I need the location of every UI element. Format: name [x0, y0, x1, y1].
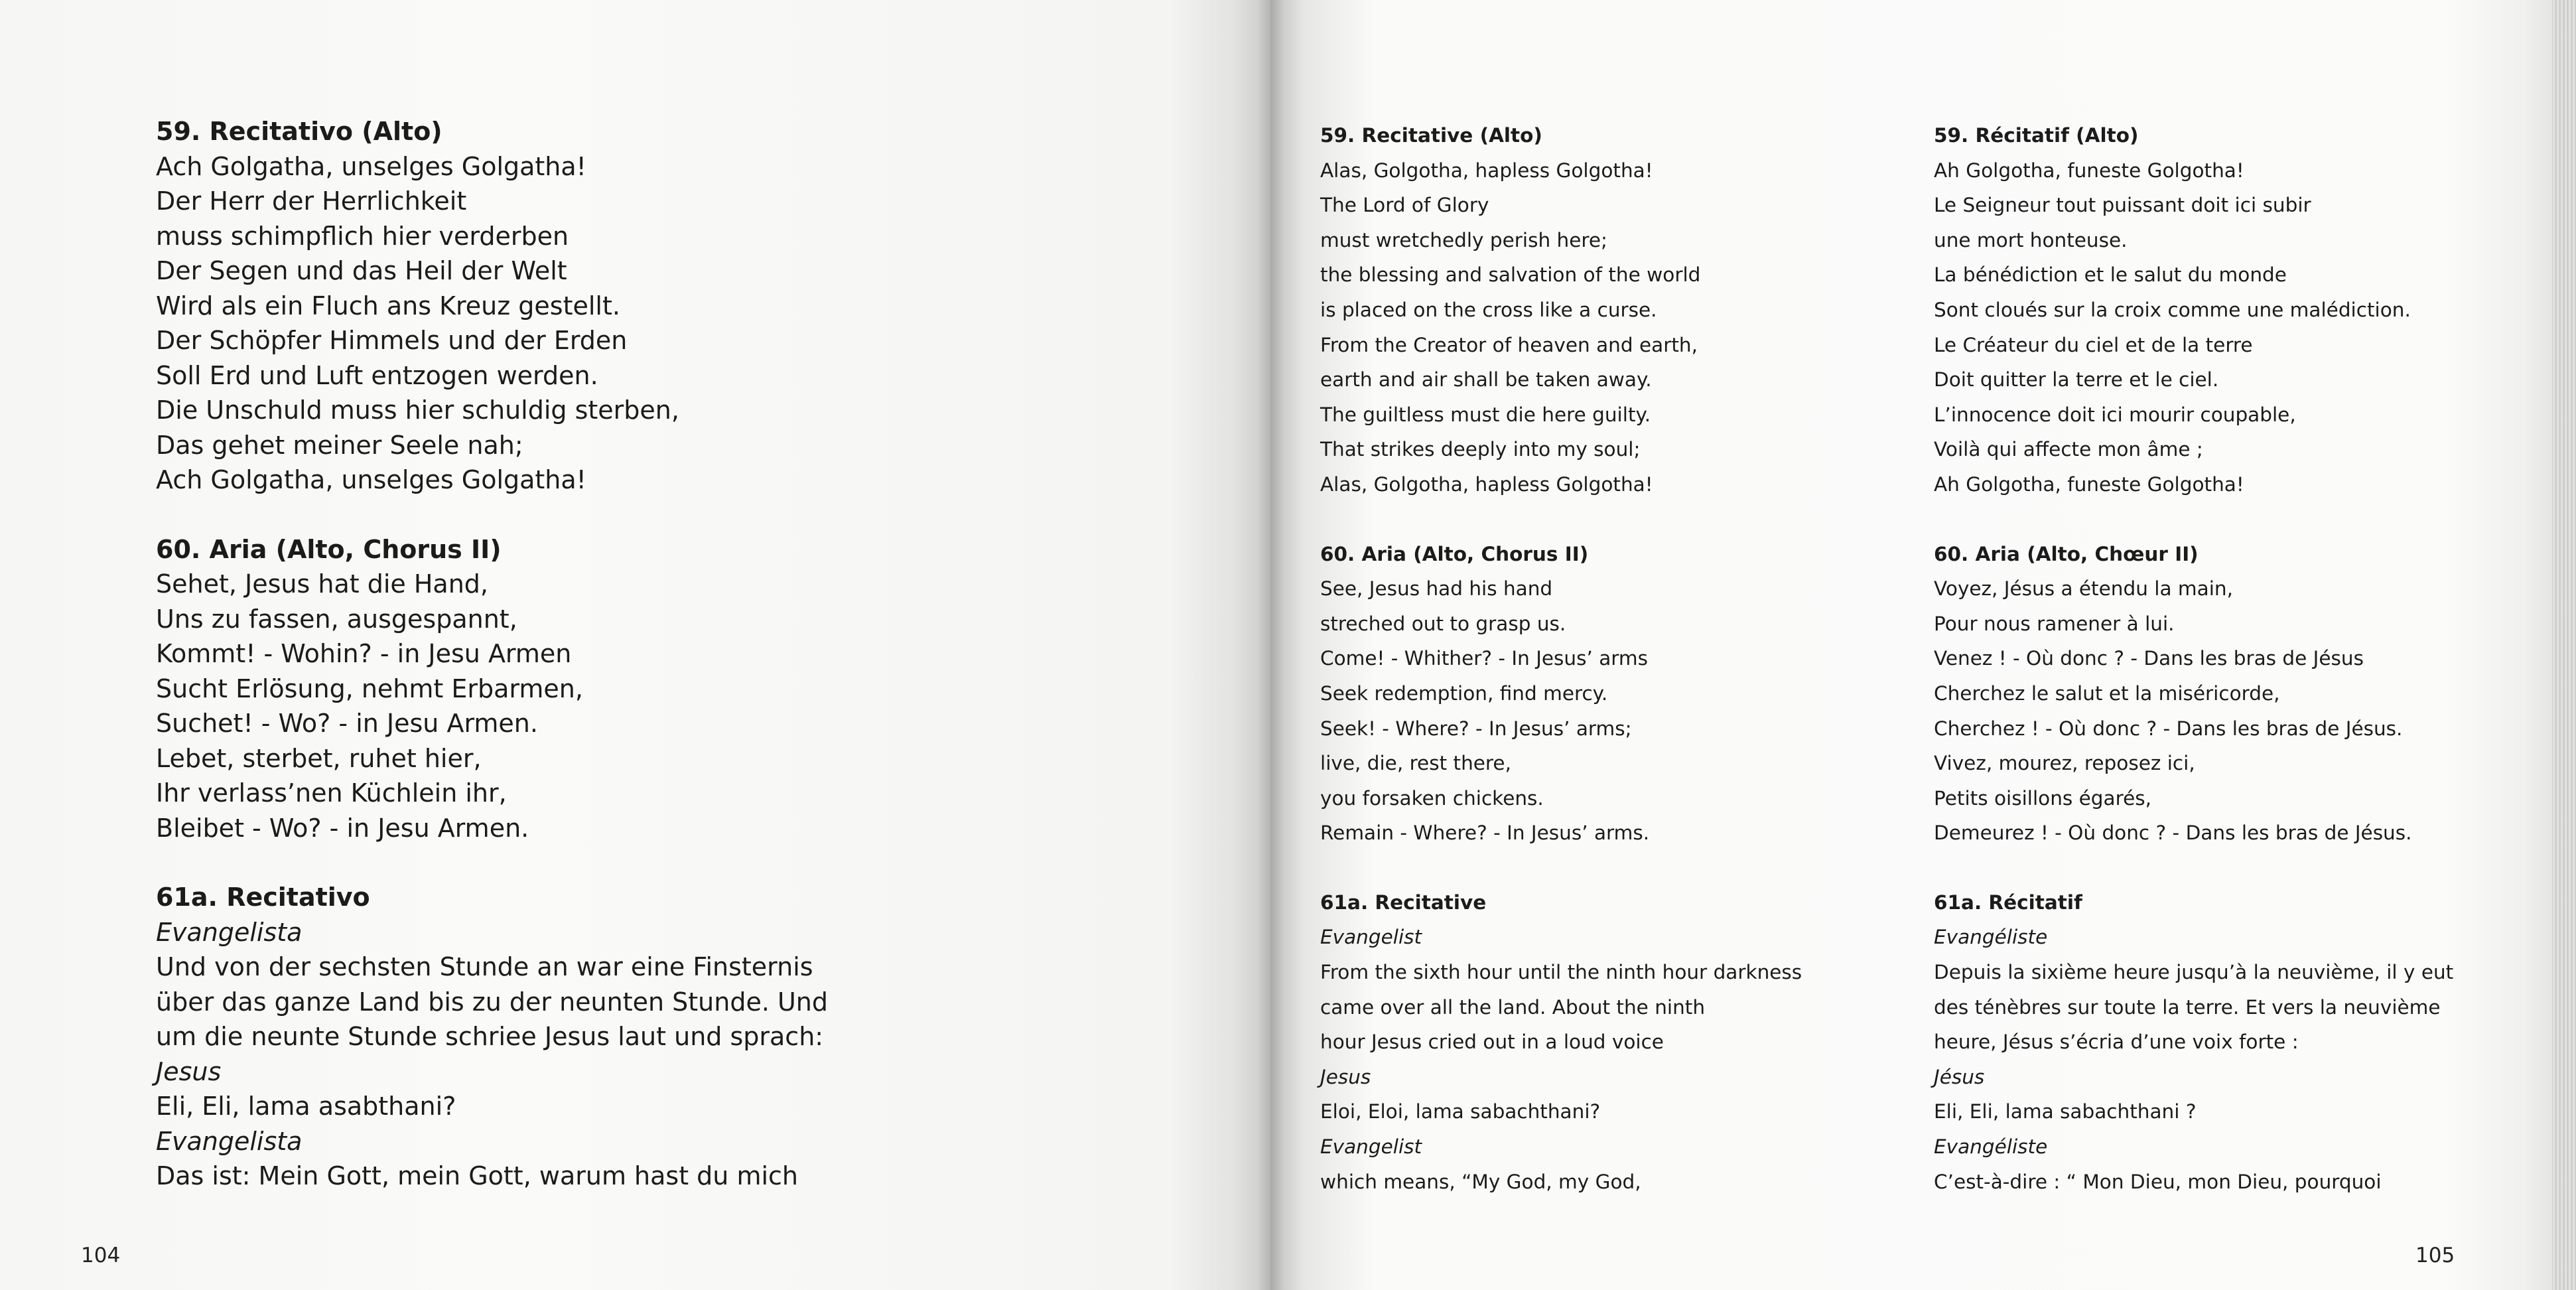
text-line: Ah Golgotha, funeste Golgotha! [1934, 472, 2244, 496]
section-heading: 61a. Récitatif [1934, 891, 2082, 914]
text-line: L’innocence doit ici mourir coupable, [1934, 403, 2296, 426]
section-heading: 61a. Recitativo [156, 883, 370, 912]
section-heading: 60. Aria (Alto, Chorus II) [156, 534, 502, 564]
section-heading: 59. Recitativo (Alto) [156, 117, 442, 146]
text-line: Eloi, Eloi, lama sabachthani? [1320, 1100, 1601, 1123]
text-line: Suchet! - Wo? - in Jesu Armen. [156, 709, 538, 738]
text-line: Ach Golgatha, unselges Golgatha! [156, 151, 586, 181]
text-line: Cherchez le salut et la miséricorde, [1934, 681, 2280, 705]
speaker-label: Evangéliste [1934, 1135, 2048, 1159]
text-line: Petits oisillons égarés, [1934, 786, 2151, 810]
text-line: The guiltless must die here guilty. [1320, 403, 1651, 426]
speaker-label: Evangelist [1320, 926, 1422, 949]
speaker-label: Evangelist [1320, 1135, 1422, 1159]
english-column [1320, 118, 1917, 1199]
text-line: Le Seigneur tout puissant doit ici subir [1934, 194, 2311, 217]
text-line: Alas, Golgotha, hapless Golgotha! [1320, 159, 1653, 182]
text-line: Vivez, mourez, reposez ici, [1934, 752, 2195, 775]
section-spacer [156, 498, 819, 532]
speaker-label: Jesus [1320, 1065, 1371, 1088]
left-page [0, 0, 1270, 1290]
text-line: Voyez, Jésus a étendu la main, [1934, 577, 2233, 601]
section-spacer [1934, 851, 2504, 885]
section-spacer [1320, 851, 1917, 885]
section-heading: 59. Récitatif (Alto) [1934, 124, 2139, 147]
section-heading: 59. Recitative (Alto) [1320, 124, 1542, 147]
text-line: Kommt! - Wohin? - in Jesu Armen [156, 639, 572, 668]
text-line: La bénédiction et le salut du monde [1934, 263, 2287, 287]
text-line: une mort honteuse. [1934, 228, 2128, 251]
german-column [156, 114, 829, 1194]
text-line: Alas, Golgotha, hapless Golgotha! [1320, 472, 1653, 496]
text-line: Bleibet - Wo? - in Jesu Armen. [156, 813, 529, 843]
text-line: um die neunte Stunde schriee Jesus laut und sprach: [156, 1022, 824, 1051]
section-spacer [1320, 502, 1917, 537]
text-line: came over all the land. About the ninth [1320, 995, 1706, 1019]
text-line: Seek redemption, find mercy. [1320, 681, 1608, 705]
text-line: Der Segen und das Heil der Welt [156, 256, 567, 285]
book-gutter [1257, 0, 1284, 1290]
text-line: The Lord of Glory [1320, 194, 1489, 217]
text-line: Remain - Where? - In Jesus’ arms. [1320, 822, 1650, 845]
section-heading: 60. Aria (Alto, Chorus II) [1320, 542, 1589, 565]
text-line: Sont cloués sur la croix comme une malédiction. [1934, 298, 2411, 321]
speaker-label: Evangéliste [1934, 926, 2048, 949]
section-spacer [1934, 502, 2504, 537]
page-edge-stack [2552, 0, 2576, 1290]
text-line: des ténèbres sur toute la terre. Et vers la neuvième [1934, 995, 2441, 1019]
text-line: must wretchedly perish here; [1320, 228, 1607, 251]
text-line: Lebet, sterbet, ruhet hier, [156, 743, 482, 773]
text-line: Come! - Whither? - In Jesus’ arms [1320, 647, 1649, 670]
speaker-label: Jésus [1934, 1065, 1985, 1088]
speaker-label: Evangelista [156, 1126, 303, 1156]
text-line: Und von der sechsten Stunde an war eine Finsternis [156, 952, 813, 981]
text-line: the blessing and salvation of the world [1320, 263, 1701, 287]
text-line: Der Herr der Herrlichkeit [156, 186, 467, 216]
section-heading: 61a. Recitative [1320, 891, 1487, 914]
text-line: Eli, Eli, lama sabachthani ? [1934, 1100, 2197, 1123]
text-line: Le Créateur du ciel et de la terre [1934, 333, 2253, 356]
text-line: hour Jesus cried out in a loud voice [1320, 1031, 1664, 1054]
text-line: Das gehet meiner Seele nah; [156, 430, 523, 460]
text-line: Depuis la sixième heure jusqu’à la neuvième, il y eut [1934, 961, 2454, 984]
text-line: Sehet, Jesus hat die Hand, [156, 569, 488, 599]
text-line: earth and air shall be taken away. [1320, 368, 1652, 392]
text-line: Ihr verlass’nen Küchlein ihr, [156, 778, 507, 808]
text-line: Die Unschuld muss hier schuldig sterben, [156, 395, 679, 425]
text-line: which means, “My God, my God, [1320, 1170, 1641, 1193]
text-line: you forsaken chickens. [1320, 786, 1544, 810]
speaker-label: Evangelista [156, 917, 303, 947]
text-line: Soll Erd und Luft entzogen werden. [156, 360, 598, 390]
text-line: C’est-à-dire : “ Mon Dieu, mon Dieu, pourquoi [1934, 1170, 2382, 1193]
text-line: Ah Golgotha, funeste Golgotha! [1934, 159, 2244, 182]
text-line: Wird als ein Fluch ans Kreuz gestellt. [156, 291, 620, 321]
text-line: Doit quitter la terre et le ciel. [1934, 368, 2219, 392]
text-line: Demeurez ! - Où donc ? - Dans les bras de Jésus. [1934, 822, 2412, 845]
text-line: Uns zu fassen, ausgespannt, [156, 604, 517, 634]
text-line: Sucht Erlösung, nehmt Erbarmen, [156, 674, 583, 703]
text-line: Der Schöpfer Himmels und der Erden [156, 326, 628, 355]
text-line: live, die, rest there, [1320, 752, 1511, 775]
section-heading: 60. Aria (Alto, Chœur II) [1934, 542, 2199, 565]
text-line: Voilà qui affecte mon âme ; [1934, 438, 2203, 461]
section-spacer [156, 845, 819, 880]
page-number-left: 104 [81, 1244, 121, 1267]
page-number-right: 105 [2415, 1244, 2455, 1267]
text-line: See, Jesus had his hand [1320, 577, 1553, 601]
speaker-label: Jesus [156, 1056, 222, 1086]
french-column [1934, 118, 2504, 1199]
text-line: is placed on the cross like a curse. [1320, 298, 1657, 321]
text-line: muss schimpflich hier verderben [156, 221, 569, 251]
text-line: heure, Jésus s’écria d’une voix forte : [1934, 1031, 2299, 1054]
text-line: Eli, Eli, lama asabthani? [156, 1092, 456, 1121]
text-line: streched out to grasp us. [1320, 612, 1566, 635]
text-line: That strikes deeply into my soul; [1320, 438, 1641, 461]
text-line: über das ganze Land bis zu der neunten Stunde. Und [156, 987, 829, 1017]
text-line: Venez ! - Où donc ? - Dans les bras de Jésus [1934, 647, 2364, 670]
text-line: Ach Golgatha, unselges Golgatha! [156, 465, 586, 494]
text-line: From the Creator of heaven and earth, [1320, 333, 1698, 356]
text-line: Das ist: Mein Gott, mein Gott, warum hast du mich [156, 1161, 799, 1190]
text-line: Cherchez ! - Où donc ? - Dans les bras de Jésus. [1934, 717, 2403, 740]
text-line: Seek! - Where? - In Jesus’ arms; [1320, 717, 1632, 740]
text-line: Pour nous ramener à lui. [1934, 612, 2175, 635]
text-line: From the sixth hour until the ninth hour darkness [1320, 961, 1802, 984]
